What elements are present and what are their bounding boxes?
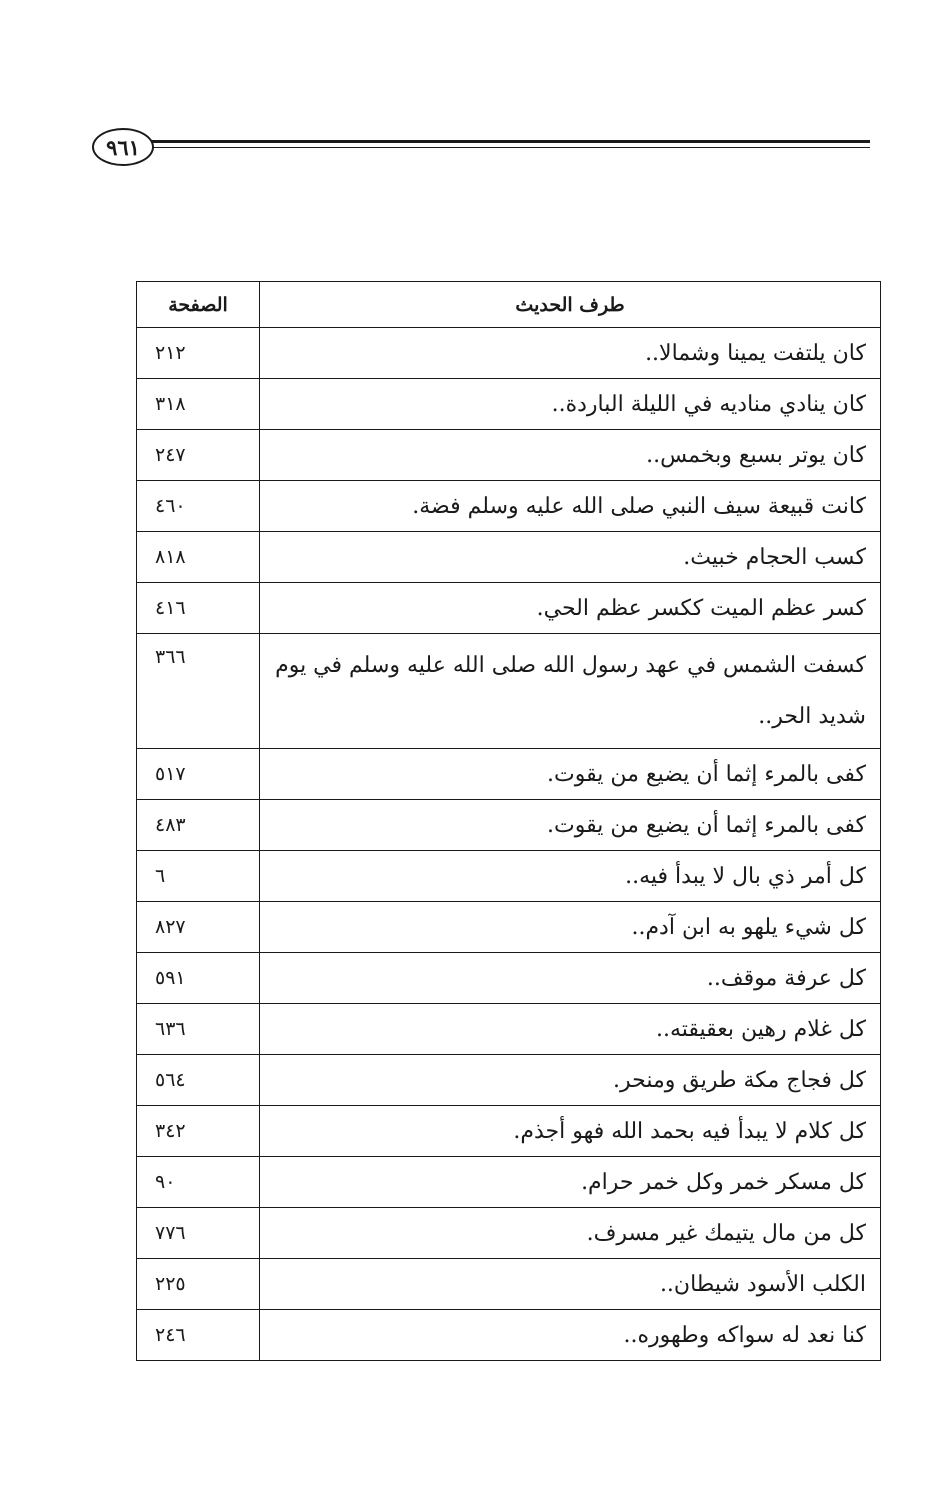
page-cell: ٣٤٢ <box>137 1106 260 1157</box>
hadith-cell: كل أمر ذي بال لا يبدأ فيه.. <box>260 851 881 902</box>
page-cell: ٤٨٣ <box>137 800 260 851</box>
page-header <box>92 126 870 166</box>
hadith-cell: الكلب الأسود شيطان.. <box>260 1259 881 1310</box>
page-cell: ٥١٧ <box>137 749 260 800</box>
hadith-cell: كسفت الشمس في عهد رسول الله صلى الله عليه وسلم في يوم شديد الحر.. <box>260 634 881 749</box>
hadith-cell: كل فجاج مكة طريق ومنحر. <box>260 1055 881 1106</box>
table-row <box>137 1106 881 1157</box>
page-cell: ٣١٨ <box>137 379 260 430</box>
table-row <box>137 532 881 583</box>
table-row <box>137 851 881 902</box>
hadith-index-table <box>136 281 881 1361</box>
hadith-cell: كانت قبيعة سيف النبي صلى الله عليه وسلم فضة. <box>260 481 881 532</box>
page-cell: ٨١٨ <box>137 532 260 583</box>
table-row <box>137 583 881 634</box>
table-row <box>137 328 881 379</box>
page-cell: ٦ <box>137 851 260 902</box>
table-row <box>137 902 881 953</box>
page-cell: ٨٢٧ <box>137 902 260 953</box>
table-row <box>137 1208 881 1259</box>
page-cell: ٢٤٦ <box>137 1310 260 1361</box>
column-header-hadith: طرف الحديث <box>260 282 881 328</box>
table-row <box>137 953 881 1004</box>
page-cell: ٧٧٦ <box>137 1208 260 1259</box>
table-row <box>137 430 881 481</box>
page-cell: ٢١٢ <box>137 328 260 379</box>
hadith-cell: كل شيء يلهو به ابن آدم.. <box>260 902 881 953</box>
page-number: ٩٦١ <box>92 128 154 166</box>
page-cell: ٤٦٠ <box>137 481 260 532</box>
header-rule <box>144 140 870 148</box>
hadith-cell: كفى بالمرء إثما أن يضيع من يقوت. <box>260 749 881 800</box>
table-row <box>137 481 881 532</box>
table-row <box>137 1004 881 1055</box>
page-cell: ٥٦٤ <box>137 1055 260 1106</box>
page-cell: ٢٤٧ <box>137 430 260 481</box>
table-row <box>137 800 881 851</box>
hadith-cell: كفى بالمرء إثما أن يضيع من يقوت. <box>260 800 881 851</box>
page-cell: ٣٦٦ <box>137 634 260 749</box>
hadith-cell: كل عرفة موقف.. <box>260 953 881 1004</box>
page-cell: ٥٩١ <box>137 953 260 1004</box>
hadith-cell: كسب الحجام خبيث. <box>260 532 881 583</box>
table-row <box>137 1157 881 1208</box>
column-header-page: الصفحة <box>137 282 260 328</box>
table-row <box>137 379 881 430</box>
table-row <box>137 634 881 749</box>
page-cell: ٦٣٦ <box>137 1004 260 1055</box>
table-row <box>137 1259 881 1310</box>
page-cell: ٢٢٥ <box>137 1259 260 1310</box>
hadith-cell: كان يلتفت يمينا وشمالا.. <box>260 328 881 379</box>
hadith-cell: كل من مال يتيمك غير مسرف. <box>260 1208 881 1259</box>
hadith-cell: كل كلام لا يبدأ فيه بحمد الله فهو أجذم. <box>260 1106 881 1157</box>
hadith-cell: كان ينادي مناديه في الليلة الباردة.. <box>260 379 881 430</box>
hadith-cell: كان يوتر بسبع وبخمس.. <box>260 430 881 481</box>
table-row <box>137 749 881 800</box>
table-row <box>137 1310 881 1361</box>
page-cell: ٩٠ <box>137 1157 260 1208</box>
page-cell: ٤١٦ <box>137 583 260 634</box>
hadith-cell: كل غلام رهين بعقيقته.. <box>260 1004 881 1055</box>
hadith-cell: كسر عظم الميت ككسر عظم الحي. <box>260 583 881 634</box>
table-row <box>137 1055 881 1106</box>
table-header-row <box>137 282 881 328</box>
hadith-cell: كنا نعد له سواكه وطهوره.. <box>260 1310 881 1361</box>
hadith-cell: كل مسكر خمر وكل خمر حرام. <box>260 1157 881 1208</box>
